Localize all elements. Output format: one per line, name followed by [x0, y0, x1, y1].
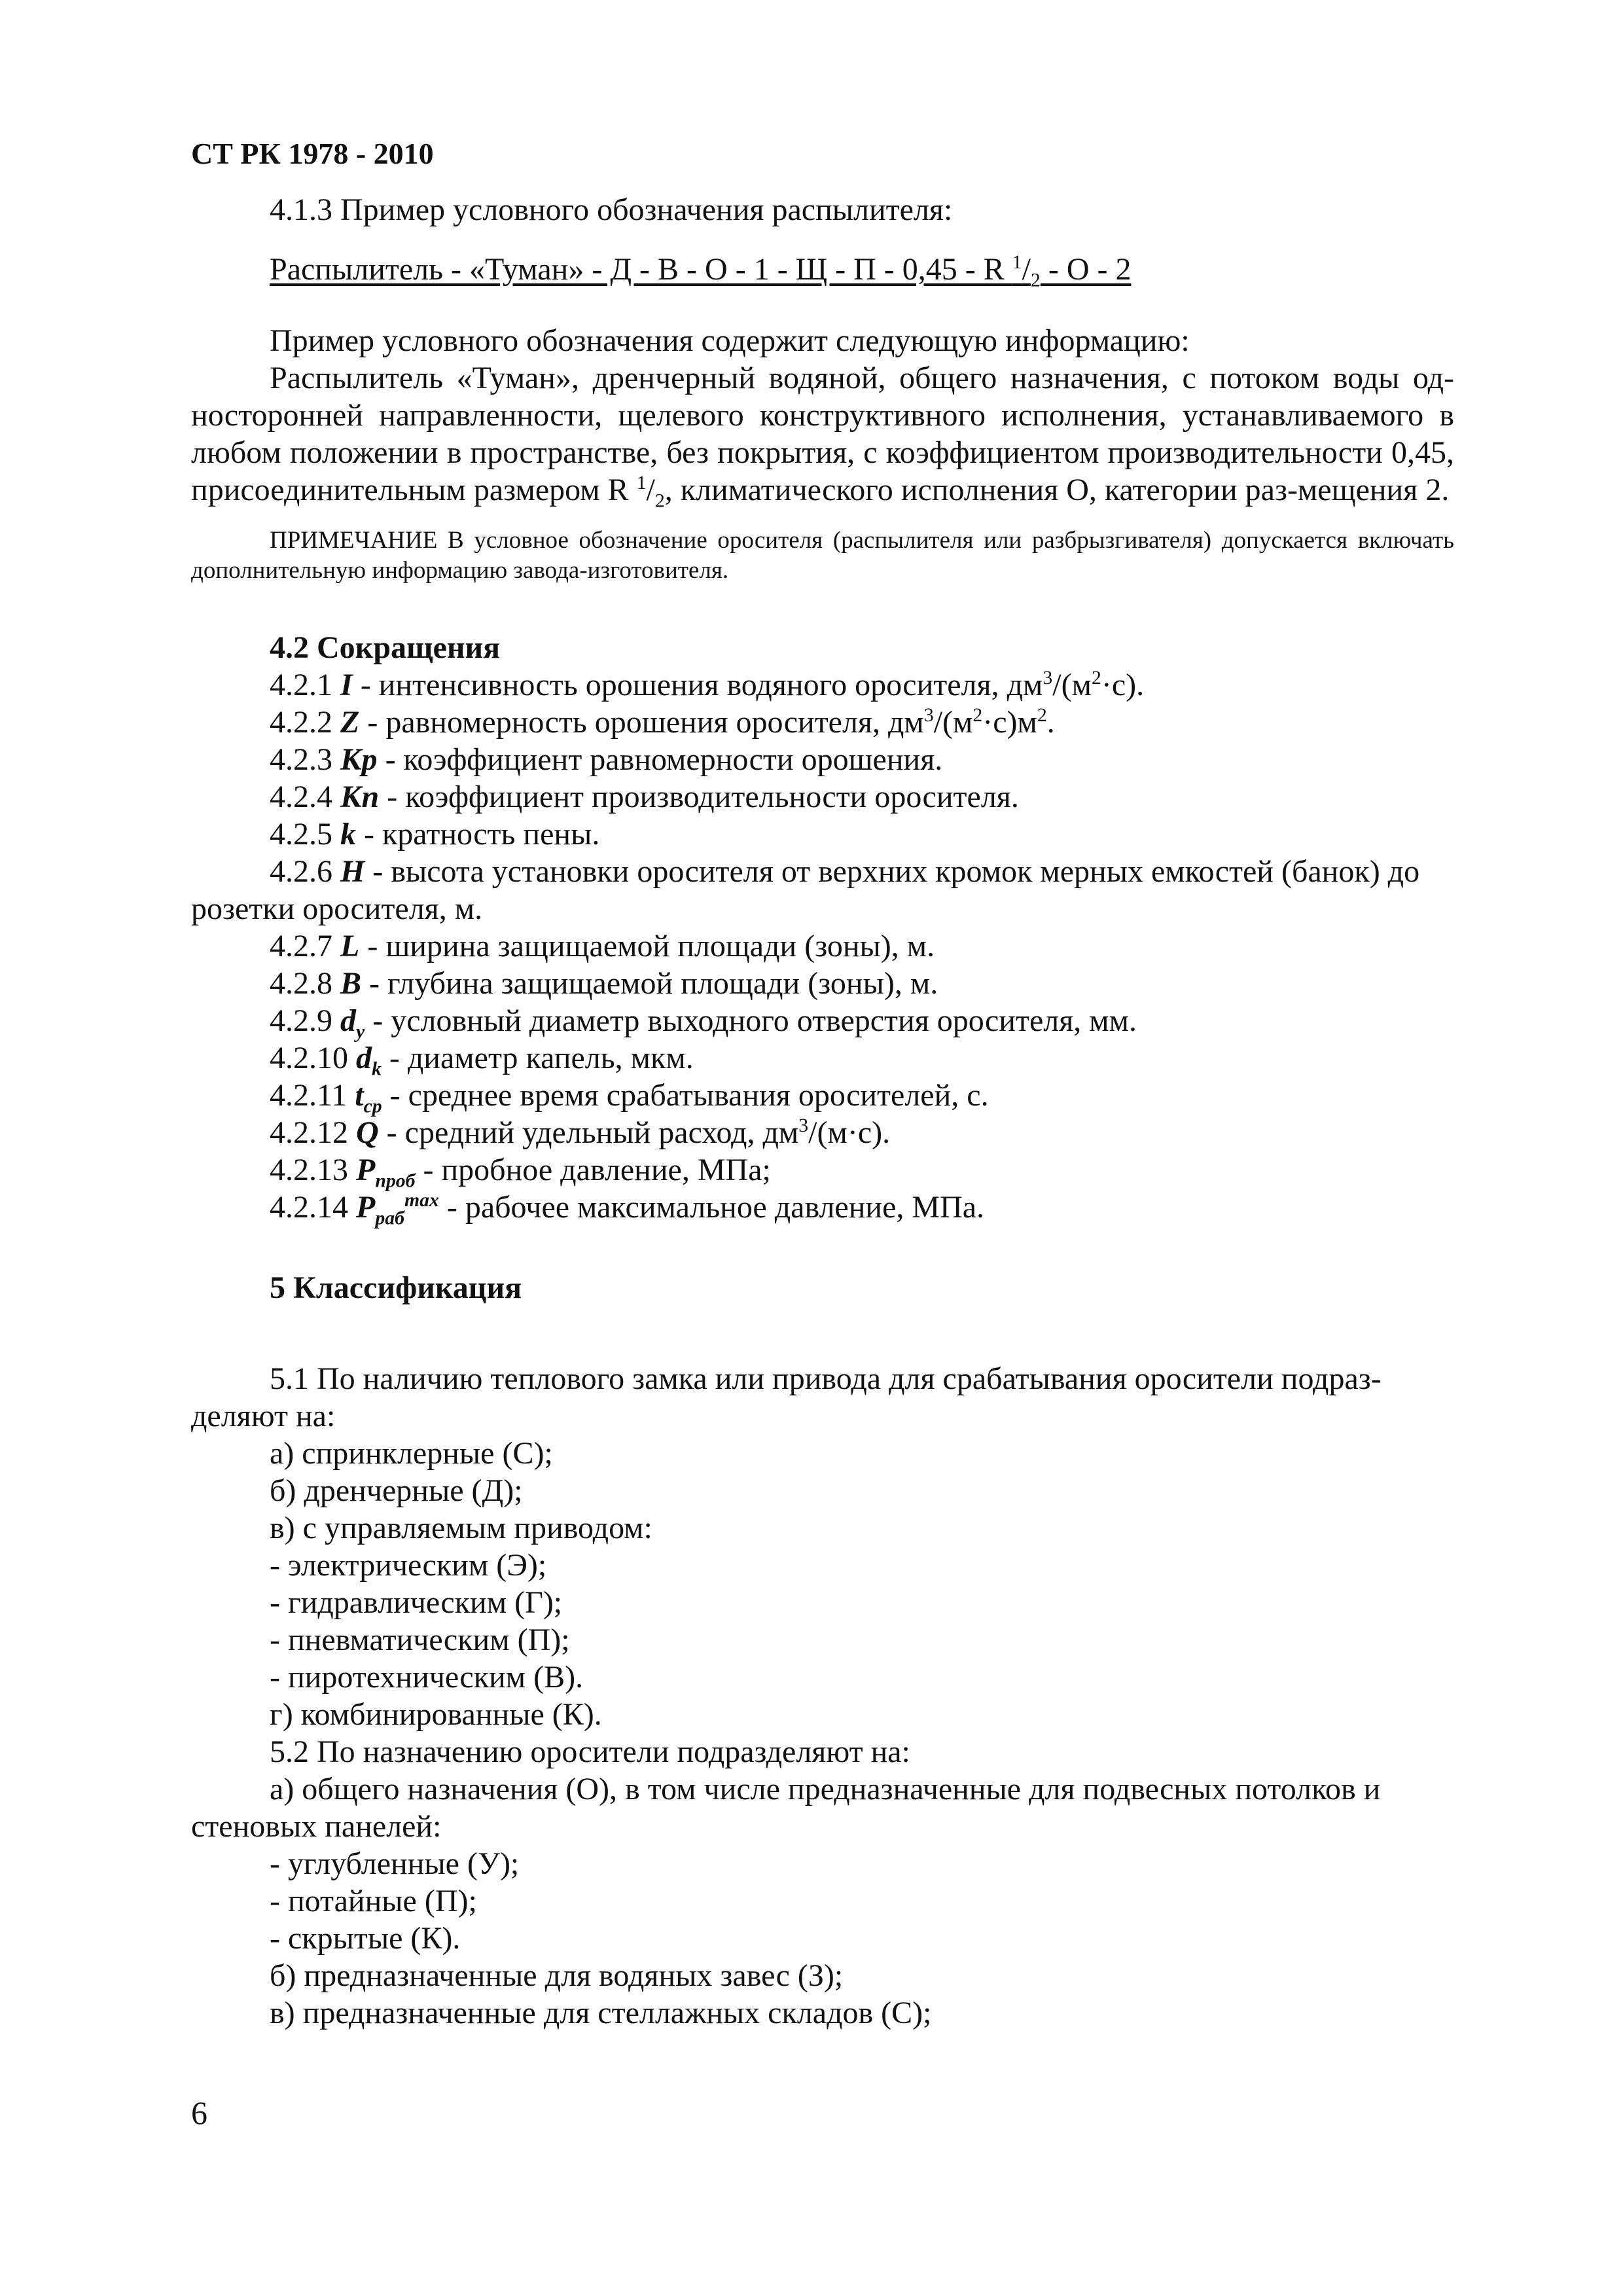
abbrev-item: 4.2.14 $P_{раб}^{max}$ - рабочее максимальное давление, МПа.: [270, 1189, 985, 1229]
note-paragraph: ПРИМЕЧАНИЕ В условное обозначение оросителя (распылителя или разбрызгивателя) допускается включать дополнительную информацию завода-изготовителя.: [191, 527, 1454, 584]
list-item: - углубленные (У);: [270, 1846, 520, 1881]
designation-underlined: Распылитель - «Туман» - Д - В - О - 1 - Щ - П - 0,45 - R $^1/_2$ - О - 2: [270, 251, 1132, 291]
abbrev-item: 4.2.6 H - высота установки оросителя от верхних кромок мерных емкостей (банок) до розетки оросителя, м.: [191, 854, 1420, 926]
clause-5-1: 5.1 По наличию теплового замка или привода для срабатывания оросители подраз-деляют на:: [191, 1361, 1382, 1433]
abbrev-item: 4.2.2 Z - равномерность орошения оросителя, $дм^3/(м^2\cdot с)м^2$.: [270, 704, 1055, 740]
abbrev-item: 4.2.1 I - интенсивность орошения водяного оросителя, $дм^3/(м^2\cdot с)$.: [270, 667, 1145, 702]
list-item: а) общего назначения (О), в том числе предназначенные для подвесных потолков и стеновых панелей:: [191, 1772, 1381, 1844]
abbrev-item: 4.2.9 $d_y$ - условный диаметр выходного отверстия оросителя, мм.: [270, 1003, 1137, 1043]
list-item: в) предназначенные для стеллажных складов (С);: [270, 1996, 932, 2030]
abbrev-item: 4.2.10 $d_k$ - диаметр капель, мкм.: [270, 1041, 694, 1080]
clause-4-1-3-title: 4.1.3 Пример условного обозначения распылителя:: [270, 192, 953, 227]
abbrev-item: 4.2.3 Кр - коэффициент равномерности орошения.: [270, 742, 943, 777]
list-item: - пневматическим (П);: [270, 1623, 570, 1657]
list-item: в) с управляемым приводом:: [270, 1511, 652, 1545]
list-item: - потайные (П);: [270, 1884, 477, 1918]
page-number: 6: [191, 2094, 207, 2131]
list-item: - скрытые (К).: [270, 1921, 461, 1956]
list-item: б) дренчерные (Д);: [270, 1473, 523, 1508]
section-5-heading: 5 Классификация: [270, 1270, 522, 1305]
section-4-2-heading: 4.2 Сокращения: [270, 630, 501, 665]
abbrev-item: 4.2.13 $P_{проб}$ - пробное давление, МПа;: [270, 1153, 771, 1192]
abbrev-item: 4.2.11 $t_{ср}$ - среднее время срабатывания оросителей, с.: [270, 1078, 989, 1117]
abbrev-item: 4.2.12 Q - средний удельный расход, $дм^3/(м\cdot с)$.: [270, 1115, 891, 1150]
list-item: б) предназначенные для водяных завес (З);: [270, 1958, 844, 1993]
clause-5-2: 5.2 По назначению оросители подразделяют на:: [270, 1734, 910, 1769]
designation-description: Распылитель «Туман», дренчерный водяной, общего назначения, с потоком воды од-носторонней направленности, щелевого конструктивного исполнения, устанавливаемого в любом положении в пространстве, без покрытия, с коэффициентом производительности 0,45, присоединительным размером R $^1/_2$, климатического исполнения О, категории раз-мещения 2.: [191, 361, 1454, 512]
abbrev-item: 4.2.8 B - глубина защищаемой площади (зоны), м.: [270, 966, 938, 1001]
abbrev-item: 4.2.7 L - ширина защищаемой площади (зоны), м.: [270, 929, 935, 963]
list-item: г) комбинированные (К).: [270, 1697, 602, 1732]
document-body: [191, 191, 1454, 2032]
list-item: - пиротехническим (В).: [270, 1660, 584, 1695]
abbrev-item: 4.2.5 k - кратность пены.: [270, 817, 600, 852]
abbrev-item: 4.2.4 Кп - коэффициент производительности оросителя.: [270, 780, 1019, 814]
document-header: СТ РК 1978 - 2010: [191, 137, 434, 170]
list-item: а) спринклерные (С);: [270, 1436, 553, 1471]
list-item: - электрическим (Э);: [270, 1548, 547, 1583]
designation-intro: Пример условного обозначения содержит следующую информацию:: [270, 323, 1190, 358]
designation-example: [191, 251, 1454, 291]
list-item: - гидравлическим (Г);: [270, 1585, 563, 1620]
